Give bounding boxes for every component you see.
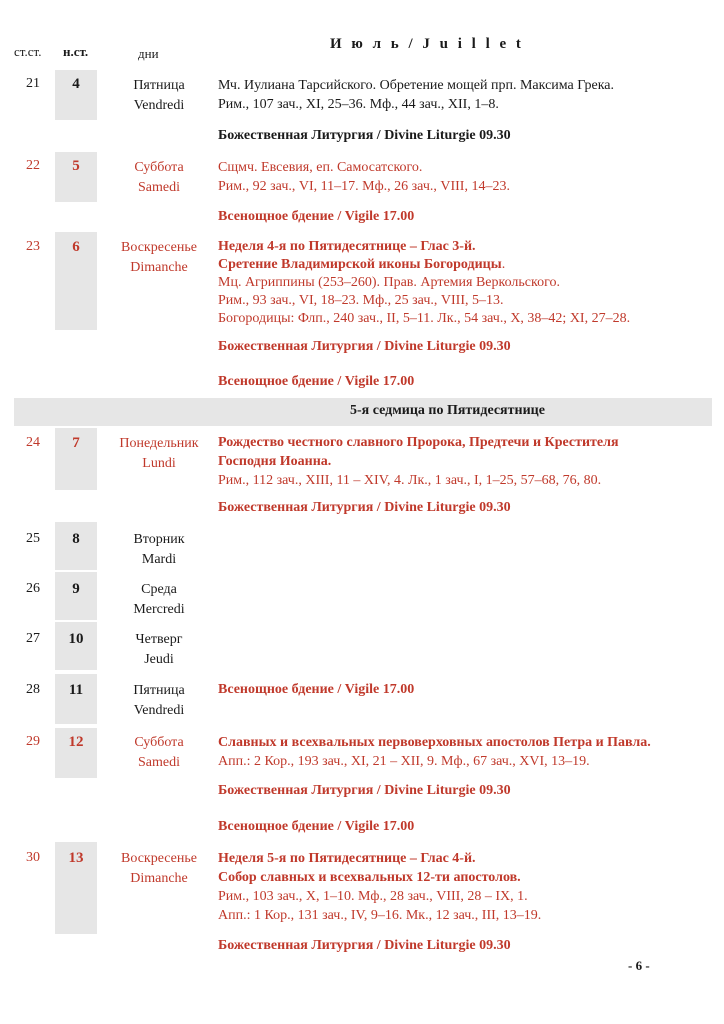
old-style-date: 21	[26, 76, 40, 91]
service-time: Божественная Литургия / Divine Liturgie 09.30	[218, 783, 511, 798]
weekday	[104, 630, 214, 670]
new-style-date: 5	[72, 158, 80, 174]
new-style-date: 7	[72, 435, 80, 451]
col-days: дни	[138, 46, 159, 61]
weekday-fr: Vendredi	[133, 98, 185, 113]
new-style-date: 4	[72, 76, 80, 92]
old-style-date: 24	[26, 435, 40, 450]
new-style-date: 6	[72, 239, 80, 255]
weekday-ru: Воскресенье	[121, 851, 197, 866]
commemoration	[218, 433, 718, 490]
reading-line: Рим., 103 зач., X, 1–10. Мф., 28 зач., VIII, 28 – IX, 1.	[218, 889, 528, 904]
weekday-fr: Mercredi	[133, 602, 185, 617]
weekday-ru: Среда	[141, 582, 177, 597]
feast-subtitle-period: .	[501, 257, 506, 272]
page-number: - 6 -	[628, 958, 650, 973]
calendar-row	[0, 728, 724, 778]
feast-title: Неделя 5-я по Пятидесятнице – Глас 4-й.	[218, 851, 476, 866]
calendar-row	[0, 674, 724, 724]
calendar-row	[0, 572, 724, 620]
old-style-date: 27	[26, 631, 40, 646]
calendar-row	[0, 232, 724, 330]
weekday	[104, 434, 214, 474]
weekday-ru: Вторник	[133, 532, 185, 547]
new-style-date: 12	[68, 734, 84, 750]
feast-title: Рождество честного славного Пророка, Предтечи и Крестителя	[218, 435, 619, 450]
commemoration	[218, 76, 718, 114]
weekday	[104, 733, 214, 773]
new-style-date: 9	[72, 581, 80, 597]
weekday-ru: Пятница	[133, 78, 185, 93]
reading-line: Рим., 112 зач., XIII, 11 – XIV, 4. Лк., 1 зач., I, 1–25, 57–68, 76, 80.	[218, 473, 602, 488]
calendar-row	[0, 842, 724, 934]
weekday-fr: Dimanche	[130, 260, 188, 275]
week-banner-title: 5-я седмица по Пятидесятнице	[350, 403, 545, 418]
table-header	[0, 0, 724, 70]
weekday	[104, 158, 214, 198]
weekday	[104, 849, 214, 889]
feast-title: Господня Иоанна.	[218, 454, 332, 469]
feast-subtitle-wrap	[218, 256, 718, 274]
service-time: Божественная Литургия / Divine Liturgie 09.30	[218, 339, 511, 354]
col-old-style: ст.ст.	[14, 44, 42, 59]
commemoration	[218, 158, 718, 196]
reading-line: Апп.: 1 Кор., 131 зач., IV, 9–16. Мк., 12 зач., III, 13–19.	[218, 908, 542, 923]
service-time: Всенощное бдение / Vigile 17.00	[218, 682, 415, 697]
weekday-ru: Четверг	[135, 632, 183, 647]
old-style-date: 28	[26, 682, 40, 697]
service-time: Всенощное бдение / Vigile 17.00	[218, 209, 415, 224]
commemoration-line: Сщмч. Евсевия, еп. Самосатского.	[218, 160, 423, 175]
commemoration-line: Мц. Агриппины (253–260). Прав. Артемия Веркольского.	[218, 275, 560, 290]
feast-title: Славных и всехвальных первоверховных апостолов Петра и Павла.	[218, 735, 651, 750]
weekday	[104, 681, 214, 721]
col-new-style: н.ст.	[63, 44, 89, 59]
old-style-date: 23	[26, 239, 40, 254]
weekday	[104, 238, 214, 278]
weekday-fr: Lundi	[142, 456, 176, 471]
new-style-date: 8	[72, 531, 80, 547]
reading-line: Апп.: 2 Кор., 193 зач., XI, 21 – XII, 9. Мф., 67 зач., XVI, 13–19.	[218, 754, 590, 769]
reading-line: Рим., 92 зач., VI, 11–17. Мф., 26 зач., VIII, 14–23.	[218, 179, 510, 194]
old-style-date: 29	[26, 734, 40, 749]
new-style-date: 10	[68, 631, 84, 647]
weekday-fr: Mardi	[141, 552, 177, 567]
service-time: Всенощное бдение / Vigile 17.00	[218, 819, 415, 834]
service-time: Божественная Литургия / Divine Liturgie 09.30	[218, 128, 511, 143]
weekday-ru: Воскресенье	[121, 240, 197, 255]
service-time: Всенощное бдение / Vigile 17.00	[218, 374, 415, 389]
commemoration	[218, 238, 718, 328]
weekday-ru: Пятница	[133, 683, 185, 698]
feast-title: Неделя 4-я по Пятидесятнице – Глас 3-й.	[218, 239, 476, 254]
new-style-date: 13	[68, 850, 84, 866]
old-style-date: 26	[26, 581, 40, 596]
old-style-date: 22	[26, 158, 40, 173]
commemoration	[218, 849, 718, 925]
new-style-date: 11	[68, 682, 84, 698]
calendar-row	[0, 428, 724, 490]
weekday	[104, 530, 214, 570]
week-banner	[14, 398, 712, 426]
service-time: Божественная Литургия / Divine Liturgie 09.30	[218, 938, 511, 953]
weekday-ru: Суббота	[134, 735, 184, 750]
weekday	[104, 76, 214, 116]
calendar-row	[0, 522, 724, 570]
calendar-row	[0, 70, 724, 120]
feast-subtitle: Собор славных и всехвальных 12-ти апостолов.	[218, 870, 521, 885]
weekday-ru: Суббота	[134, 160, 184, 175]
reading-line: Рим., 93 зач., VI, 18–23. Мф., 25 зач., VIII, 5–13.	[218, 293, 504, 308]
weekday-ru: Понедельник	[119, 436, 199, 451]
old-style-date: 30	[26, 850, 40, 865]
commemoration	[218, 733, 718, 771]
weekday-fr: Dimanche	[130, 871, 188, 886]
calendar-row	[0, 622, 724, 670]
weekday	[104, 580, 214, 620]
calendar-row	[0, 152, 724, 202]
old-style-date: 25	[26, 531, 40, 546]
weekday-fr: Vendredi	[133, 703, 185, 718]
month-title: И ю л ь / J u i l l e t	[330, 36, 524, 52]
weekday-fr: Samedi	[138, 180, 180, 195]
commemoration-line: Мч. Иулиана Тарсийского. Обретение мощей прп. Максима Грека.	[218, 78, 614, 93]
weekday-fr: Samedi	[138, 755, 180, 770]
reading-line: Богородицы: Флп., 240 зач., II, 5–11. Лк., 54 зач., X, 38–42; XI, 27–28.	[218, 311, 631, 326]
weekday-fr: Jeudi	[144, 652, 174, 667]
feast-subtitle: Сретение Владимирской иконы Богородицы	[218, 257, 502, 272]
reading-line: Рим., 107 зач., XI, 25–36. Мф., 44 зач., XII, 1–8.	[218, 97, 499, 112]
service-time: Божественная Литургия / Divine Liturgie 09.30	[218, 500, 511, 515]
